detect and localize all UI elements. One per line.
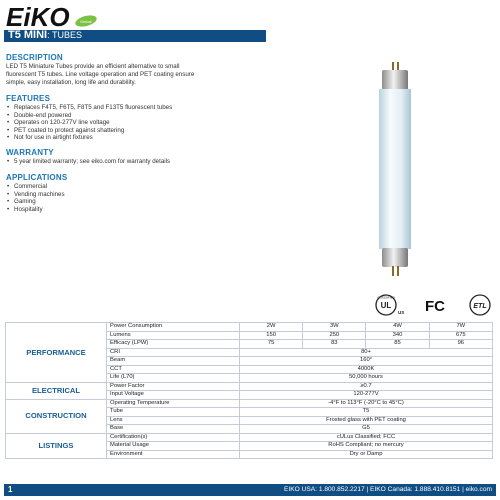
- cell: 250: [303, 331, 366, 340]
- cell: RoHS Compliant; no mercury: [240, 442, 493, 451]
- description-line: simple, easy installation, long life and durability.: [6, 79, 136, 86]
- cell: ≥0.7: [240, 382, 493, 391]
- cell: 150: [240, 331, 303, 340]
- cell: Dry or Damp: [240, 450, 493, 459]
- row-label: Efficacy (LPW): [107, 340, 240, 349]
- cell: 675: [429, 331, 492, 340]
- cell: 2W: [240, 323, 303, 332]
- warranty-heading: WARRANTY: [6, 148, 54, 157]
- cell: 80+: [240, 348, 493, 357]
- product-title: [8, 29, 82, 41]
- feature-item: • Replaces F4T5, F6T5, F8T5 and F13T5 fluorescent tubes: [6, 104, 172, 112]
- row-label: Lumens: [107, 331, 240, 340]
- performance-group-label: PERFORMANCE: [6, 323, 107, 383]
- row-label: CCT: [107, 365, 240, 374]
- row-label: Input Voltage: [107, 391, 240, 400]
- ul-classified-text: CLASSIFIED: [377, 295, 395, 300]
- application-item: • Hospitality: [6, 206, 65, 214]
- logo-wordmark: EiKO: [6, 4, 70, 30]
- features-list: [6, 104, 172, 142]
- applications-heading: APPLICATIONS: [6, 173, 68, 182]
- row-label: Life (L70): [107, 374, 240, 383]
- row-label: Tube: [107, 408, 240, 417]
- cell: 7W: [429, 323, 492, 332]
- etl-text: ETL: [473, 303, 487, 310]
- application-item: • Gaming: [6, 198, 65, 206]
- application-item: • Commercial: [6, 183, 65, 191]
- logo-swoosh-text: Global: [80, 19, 92, 24]
- cell: 160°: [240, 357, 493, 366]
- cell: cULus Classified; FCC: [240, 433, 493, 442]
- table-row: [6, 433, 493, 442]
- etl-logo-icon: [470, 295, 490, 315]
- table-row: [6, 323, 493, 332]
- product-title-bar: [4, 30, 266, 42]
- cell: G5: [240, 425, 493, 434]
- certification-logos: [370, 292, 500, 318]
- description-text: [6, 63, 276, 87]
- product-title-sub: : TUBES: [47, 30, 82, 40]
- cell: 83: [303, 340, 366, 349]
- description-line: LED T5 Miniature Tubes provide an efficient alternative to small: [6, 63, 180, 70]
- cell: 96: [429, 340, 492, 349]
- table-row: [6, 399, 493, 408]
- product-title-main: T5 MINI: [8, 29, 48, 41]
- cell: 340: [366, 331, 429, 340]
- fcc-logo-icon: FC: [425, 298, 445, 315]
- listings-group-label: LISTINGS: [6, 433, 107, 459]
- row-label: Operating Temperature: [107, 399, 240, 408]
- feature-item: • Not for use in airtight fixtures: [6, 134, 172, 142]
- row-label: Environment: [107, 450, 240, 459]
- row-label: Power Factor: [107, 382, 240, 391]
- row-label: CRI: [107, 348, 240, 357]
- row-label: Lens: [107, 416, 240, 425]
- feature-item: • Operates on 120-277V line voltage: [6, 119, 172, 127]
- cell: -4°F to 113°F (-20°C to 45°C): [240, 399, 493, 408]
- footer-bar: [4, 484, 496, 496]
- row-label: Material Usage: [107, 442, 240, 451]
- description-line: fluorescent T5 tubes. Line voltage operation and PET coating ensure: [6, 71, 195, 78]
- row-label: Base: [107, 425, 240, 434]
- page-number: 1: [8, 485, 13, 494]
- cell: 4000K: [240, 365, 493, 374]
- electrical-group-label: ELECTRICAL: [6, 382, 107, 399]
- cell: Frosted glass with PET coating: [240, 416, 493, 425]
- cell: 120-277V: [240, 391, 493, 400]
- eiko-logo: [6, 4, 98, 30]
- row-label: Beam: [107, 357, 240, 366]
- construction-group-label: CONSTRUCTION: [6, 399, 107, 433]
- warranty-item: • 5 year limited warranty; see eiko.com for warranty details: [6, 158, 170, 166]
- feature-item: • Double-end powered: [6, 112, 172, 120]
- cell: 75: [240, 340, 303, 349]
- ul-mark-text: UL: [380, 301, 392, 310]
- application-item: • Vending machines: [6, 191, 65, 199]
- table-row: [6, 382, 493, 391]
- t5-tube-product-image: [360, 62, 430, 277]
- ul-classified-logo-icon: [376, 295, 404, 315]
- cell: 85: [366, 340, 429, 349]
- features-heading: FEATURES: [6, 94, 51, 103]
- cell: 50,000 hours: [240, 374, 493, 383]
- row-label: Power Consumption: [107, 323, 240, 332]
- row-label: Certification(s): [107, 433, 240, 442]
- cell: 3W: [303, 323, 366, 332]
- footer-contact: EIKO USA: 1.800.852.2217 | EIKO Canada: 1.888.410.8151 | eiko.com: [284, 486, 492, 493]
- spec-table: [5, 322, 493, 459]
- feature-item: • PET coated to protect against shattering: [6, 127, 172, 135]
- description-heading: DESCRIPTION: [6, 53, 63, 62]
- cell: T5: [240, 408, 493, 417]
- warranty-list: [6, 158, 170, 166]
- cell: 4W: [366, 323, 429, 332]
- applications-list: [6, 183, 65, 213]
- ul-us-text: US: [398, 310, 405, 315]
